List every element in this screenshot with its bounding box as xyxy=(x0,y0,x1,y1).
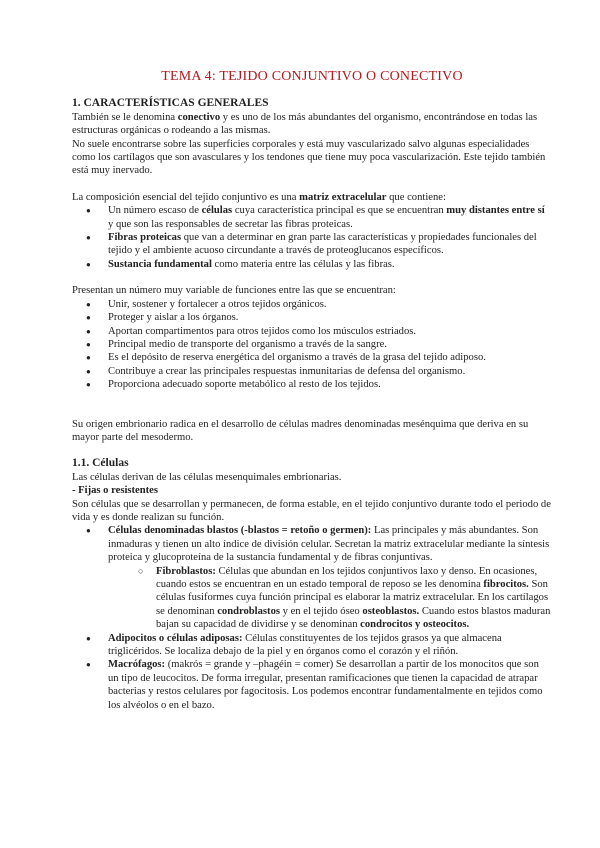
text: (makrós = grande y –phagéin = comer) Se desarrollan a partir de los monocitos que son un tipo de leucocitos. De forma irregular, presentan ramificaciones que tienen la capacidad de atrapar bacterias y restos celulares por fagocitosis. Los podemos encontrar fundamentalmente en tejidos como los alvéolos o en el bazo. xyxy=(108,659,543,711)
list-item xyxy=(108,231,552,258)
functions-list xyxy=(72,298,552,392)
bold-term: Fibroblastos: xyxy=(156,565,216,577)
cell-types-list xyxy=(72,524,552,712)
text: También se le denomina xyxy=(72,111,178,123)
text: Células constituyentes de los tejidos grasos ya que almacena triglicéridos. Se localiza debajo de la piel y en órganos como el corazón y el riñón. xyxy=(108,632,502,658)
paragraph-functions-intro: Presentan un número muy variable de funciones entre las que se encuentran: xyxy=(72,285,396,297)
section-1-heading: 1. CARACTERÍSTICAS GENERALES xyxy=(72,97,269,110)
bold-term: osteoblastos. xyxy=(362,605,420,617)
bold-term: muy distantes entre sí xyxy=(446,205,545,217)
text: Cuando estos blastos maduran bajan su capacidad de dividirse y se denominan xyxy=(156,605,551,631)
section-1-1-heading: 1.1. Células xyxy=(72,457,129,470)
bold-term: Fibras proteicas xyxy=(108,232,182,244)
blasts-sublist xyxy=(108,565,552,632)
paragraph-origin: Su origen embrionario radica en el desarrollo de células madres denominadas mesénquima que deriva en su mayor parte del mesodermo. xyxy=(72,418,529,443)
paragraph-composition xyxy=(72,191,552,204)
text: La composición esencial del tejido conjuntivo es una xyxy=(72,191,300,203)
text: y es uno de los más abundantes del organismo, encontrándose en todas las estructuras orgánicas o rodeando a las mismas. xyxy=(72,111,538,137)
bold-term: matriz extracelular xyxy=(299,191,387,203)
text: y que son las responsables de secretar las fibras proteicas. xyxy=(108,218,353,230)
bold-term: Macrófagos: xyxy=(108,659,166,671)
list-item xyxy=(108,204,552,231)
list-item: ● Principal medio de transporte del organismo a través de la sangre. xyxy=(108,338,552,351)
paragraph-vascularization: No suele encontrarse sobre las superficies corporales y está muy vascularizado salvo algunas especialidades como los cartílagos que son avasculares y los tendones que tiene muy poca vascularización. Este tejido también está muy inervado. xyxy=(72,138,546,177)
text: y en el tejido óseo xyxy=(280,605,363,617)
text: Las principales y más abundantes. Son inmaduras y tienen un alto índice de división celular. Secretan la matriz extracelular mediante la síntesis proteica y glucoproteína de la sustancia fundamental y de fibras conjuntivas. xyxy=(108,525,550,564)
bold-term: Adipocitos o células adiposas: xyxy=(108,632,243,644)
document-title: TEMA 4: TEJIDO CONJUNTIVO O CONECTIVO xyxy=(161,69,463,84)
bold-term: fibrocitos. xyxy=(483,579,529,590)
list-item xyxy=(108,258,552,271)
list-item: ● Proporciona adecuado soporte metabólico al resto de los tejidos. xyxy=(108,378,552,391)
paragraph-cells-intro: Las células derivan de las células mesenquimales embrionarias. xyxy=(72,471,342,483)
list-item xyxy=(108,632,552,659)
bold-term: Células denominadas blastos (-blastos = retoño o germen): xyxy=(108,525,372,537)
list-item: ● Aportan compartimentos para otros tejidos como los músculos estriados. xyxy=(108,325,552,338)
bold-term: células xyxy=(201,205,233,217)
list-item xyxy=(108,524,552,631)
composition-list xyxy=(72,204,552,271)
bold-term: Sustancia fundamental xyxy=(108,258,212,270)
text: Son células fusiformes cuya función principal es elaborar la matriz extracelular. En los cartílagos se denominan xyxy=(156,579,549,617)
text: que van a determinar en gran parte las características y propiedades funcionales del tejido y el ambiente acuoso circundante a través de proteoglucanos específicos. xyxy=(108,232,537,257)
bold-term: condroblastos xyxy=(217,605,280,617)
sub-list-item xyxy=(156,565,552,632)
text: cuya característica principal es que se encuentran xyxy=(232,205,447,217)
list-item: ● Es el depósito de reserva energética del organismo a través de la grasa del tejido adiposo. xyxy=(108,351,552,364)
list-item: ● Proteger y aislar a los órganos. xyxy=(108,311,552,324)
text: Un número escaso de xyxy=(108,205,202,217)
text: que contiene: xyxy=(386,191,446,203)
bold-term: - Fijas o resistentes xyxy=(72,485,159,497)
list-item: ● Contribuye a crear las principales respuestas inmunitarias de defensa del organismo. xyxy=(108,365,552,378)
paragraph-fixed-cells: Son células que se desarrollan y permanecen, de forma estable, en el tejido conjuntivo durante todo el periodo de vida y es donde realizan su función. xyxy=(72,498,551,523)
bold-term: condrocitos y osteocitos. xyxy=(360,619,470,631)
text: Células que abundan en los tejidos conjuntivos laxo y denso. En ocasiones, cuando estos se encuentran en un estado temporal de reposo se les denomina xyxy=(156,565,538,590)
fixed-cells-label xyxy=(72,484,552,497)
bold-term: conectivo xyxy=(177,111,221,123)
list-item: ● Unir, sostener y fortalecer a otros tejidos orgánicos. xyxy=(108,298,552,311)
list-item xyxy=(108,658,552,712)
text: como materia entre las células y las fibras. xyxy=(211,258,395,270)
paragraph-definition xyxy=(72,111,552,138)
